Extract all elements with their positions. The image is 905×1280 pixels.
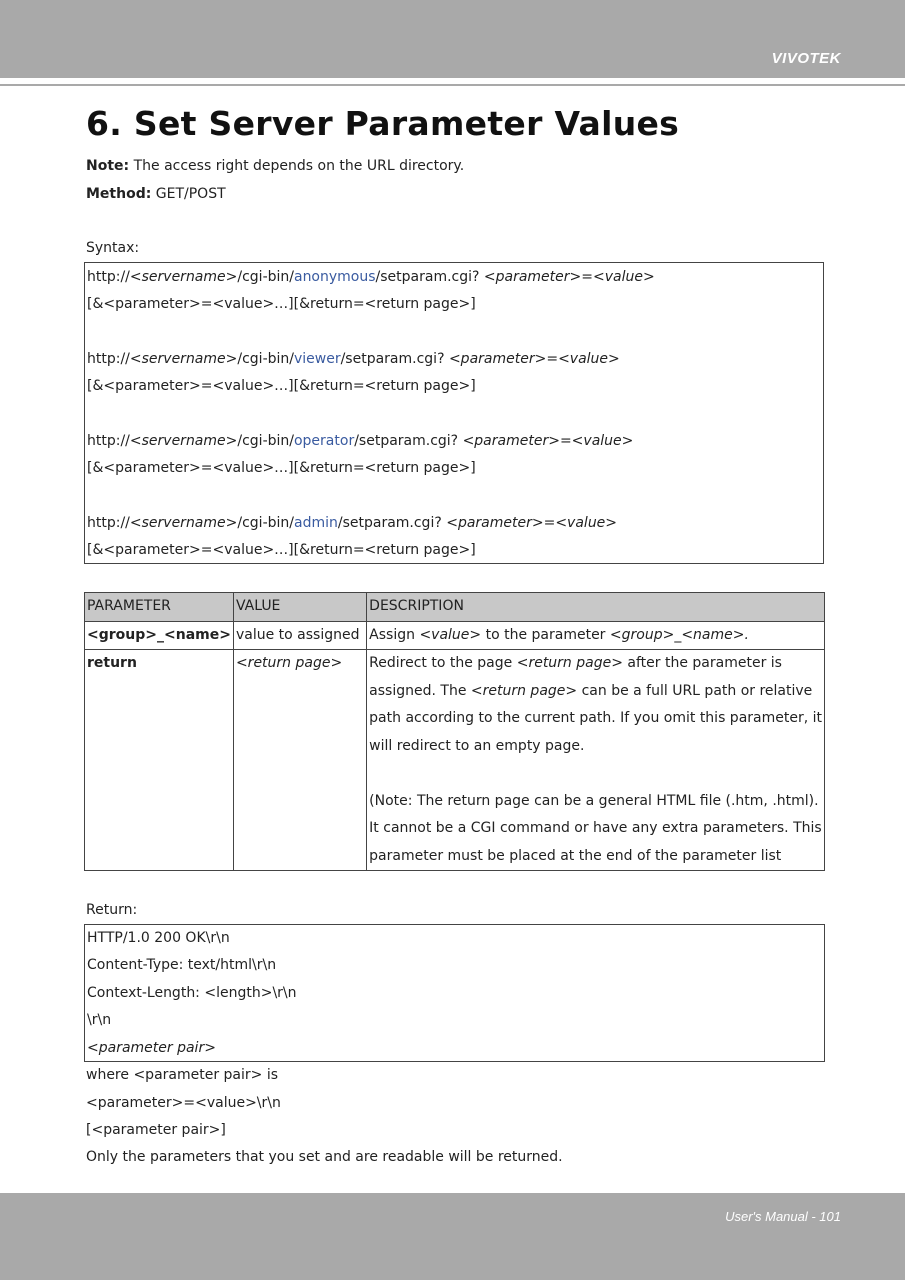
syntax-prefix: http:// [87,269,130,285]
value-cell: value to assigned [233,621,366,650]
syntax-setparam: /setparam.cgi? [375,269,484,285]
method-label: Method: [86,186,152,202]
syntax-cgibin: /cgi-bin/ [237,269,294,285]
table-header-parameter: PARAMETER [85,593,234,622]
syntax-setparam: /setparam.cgi? [354,433,463,449]
syntax-cgibin: /cgi-bin/ [237,351,294,367]
syntax-cgibin: /cgi-bin/ [237,515,294,531]
syntax-param: <parameter> [462,433,560,449]
syntax-line-anonymous [87,269,655,285]
return-line: Content-Type: text/html\r\n [87,957,277,973]
syntax-prefix: http:// [87,433,130,449]
desc-text: can be a full URL path or relative [577,682,813,699]
syntax-line-viewer [87,351,620,367]
desc-text: Redirect to the page [369,655,517,671]
syntax-servername: <servername> [129,515,238,531]
table-header-row [85,593,825,622]
return-box [84,924,825,1062]
syntax-dir-viewer: viewer [293,351,341,367]
syntax-value: <value> [555,515,618,531]
method-text: GET/POST [151,186,226,202]
syntax-cgibin: /cgi-bin/ [237,433,294,449]
syntax-line-operator [87,433,633,449]
after-line: where <parameter pair> is [86,1067,279,1083]
desc-param: <group>_<name>. [609,626,749,643]
return-pair-text: <parameter pair> [87,1040,216,1056]
return-line: HTTP/1.0 200 OK\r\n [87,930,230,946]
desc-line: It cannot be a CGI command or have any extra parameters. This [369,820,822,836]
syntax-param: <parameter> [483,269,582,285]
syntax-line-admin [87,515,617,531]
syntax-value: <value> [593,269,655,285]
table-row [85,650,825,871]
desc-line: will redirect to an empty page. [369,737,585,754]
syntax-eq: = [581,269,593,285]
syntax-dir-operator: operator [293,433,355,449]
syntax-param: <parameter> [448,351,547,367]
return-label: Return: [86,902,138,918]
desc-return-page: <return page> [470,682,578,699]
syntax-eq: = [546,351,559,367]
table-row [85,621,825,650]
syntax-eq: = [559,433,572,449]
syntax-prefix: http:// [87,515,130,531]
parameter-table [84,592,825,871]
after-line: [<parameter pair>] [86,1122,226,1138]
syntax-value: <value> [558,351,620,367]
param-cell: return [85,650,234,871]
syntax-setparam: /setparam.cgi? [337,515,447,531]
desc-value: <value> [419,626,482,643]
value-cell [233,650,366,871]
value-return-page: <return page> [235,655,343,671]
param-cell: <group>_<name> [85,621,234,650]
after-line: Only the parameters that you set and are readable will be returned. [86,1149,563,1165]
desc-text: to the parameter [481,626,610,643]
syntax-dir-anonymous: anonymous [293,269,376,285]
description-cell [367,650,825,871]
syntax-line2: [&<parameter>=<value>…][&return=<return page>] [87,460,476,476]
return-line: \r\n [87,1012,112,1028]
syntax-value: <value> [571,433,634,449]
desc-spacer [369,760,822,788]
syntax-prefix: http:// [87,351,130,367]
brand-label: VIVOTEK [771,50,841,67]
syntax-servername: <servername> [129,351,238,367]
header-rule [0,84,905,86]
desc-line: (Note: The return page can be a general HTML file (.htm, .html). [369,792,819,809]
return-line: Context-Length: <length>\r\n [87,985,297,1001]
syntax-line2: [&<parameter>=<value>…][&return=<return page>] [87,296,476,312]
table-header-description: DESCRIPTION [367,593,825,622]
desc-line: parameter must be placed at the end of the parameter list [369,847,782,864]
note-text: The access right depends on the URL directory. [129,158,465,174]
footer-band [0,1193,905,1280]
header-band [0,0,905,78]
syntax-servername: <servername> [129,269,238,285]
desc-line [369,650,822,678]
note-line [86,158,464,174]
note-label: Note: [86,158,130,174]
syntax-line2: [&<parameter>=<value>…][&return=<return page>] [87,542,476,558]
desc-text: Assign [369,626,420,643]
syntax-line2: [&<parameter>=<value>…][&return=<return page>] [87,378,476,394]
after-line: <parameter>=<value>\r\n [86,1095,281,1111]
page-title: 6. Set Server Parameter Values [86,104,680,143]
syntax-setparam: /setparam.cgi? [340,351,449,367]
syntax-param: <parameter> [446,515,544,531]
return-pair [87,1040,216,1056]
syntax-eq: = [543,515,556,531]
desc-text: assigned. The [369,682,471,699]
desc-return-page: <return page> [516,655,623,671]
desc-line: path according to the current path. If you omit this parameter, it [369,710,822,726]
desc-line [369,678,822,706]
syntax-label: Syntax: [86,240,140,256]
syntax-dir-admin: admin [293,515,338,531]
method-line [86,186,226,202]
syntax-box [84,262,824,564]
description-cell [367,621,825,650]
desc-text: after the parameter is [622,655,782,671]
footer-page-label: User's Manual - 101 [725,1209,841,1224]
table-header-value: VALUE [233,593,366,622]
syntax-servername: <servername> [129,433,238,449]
